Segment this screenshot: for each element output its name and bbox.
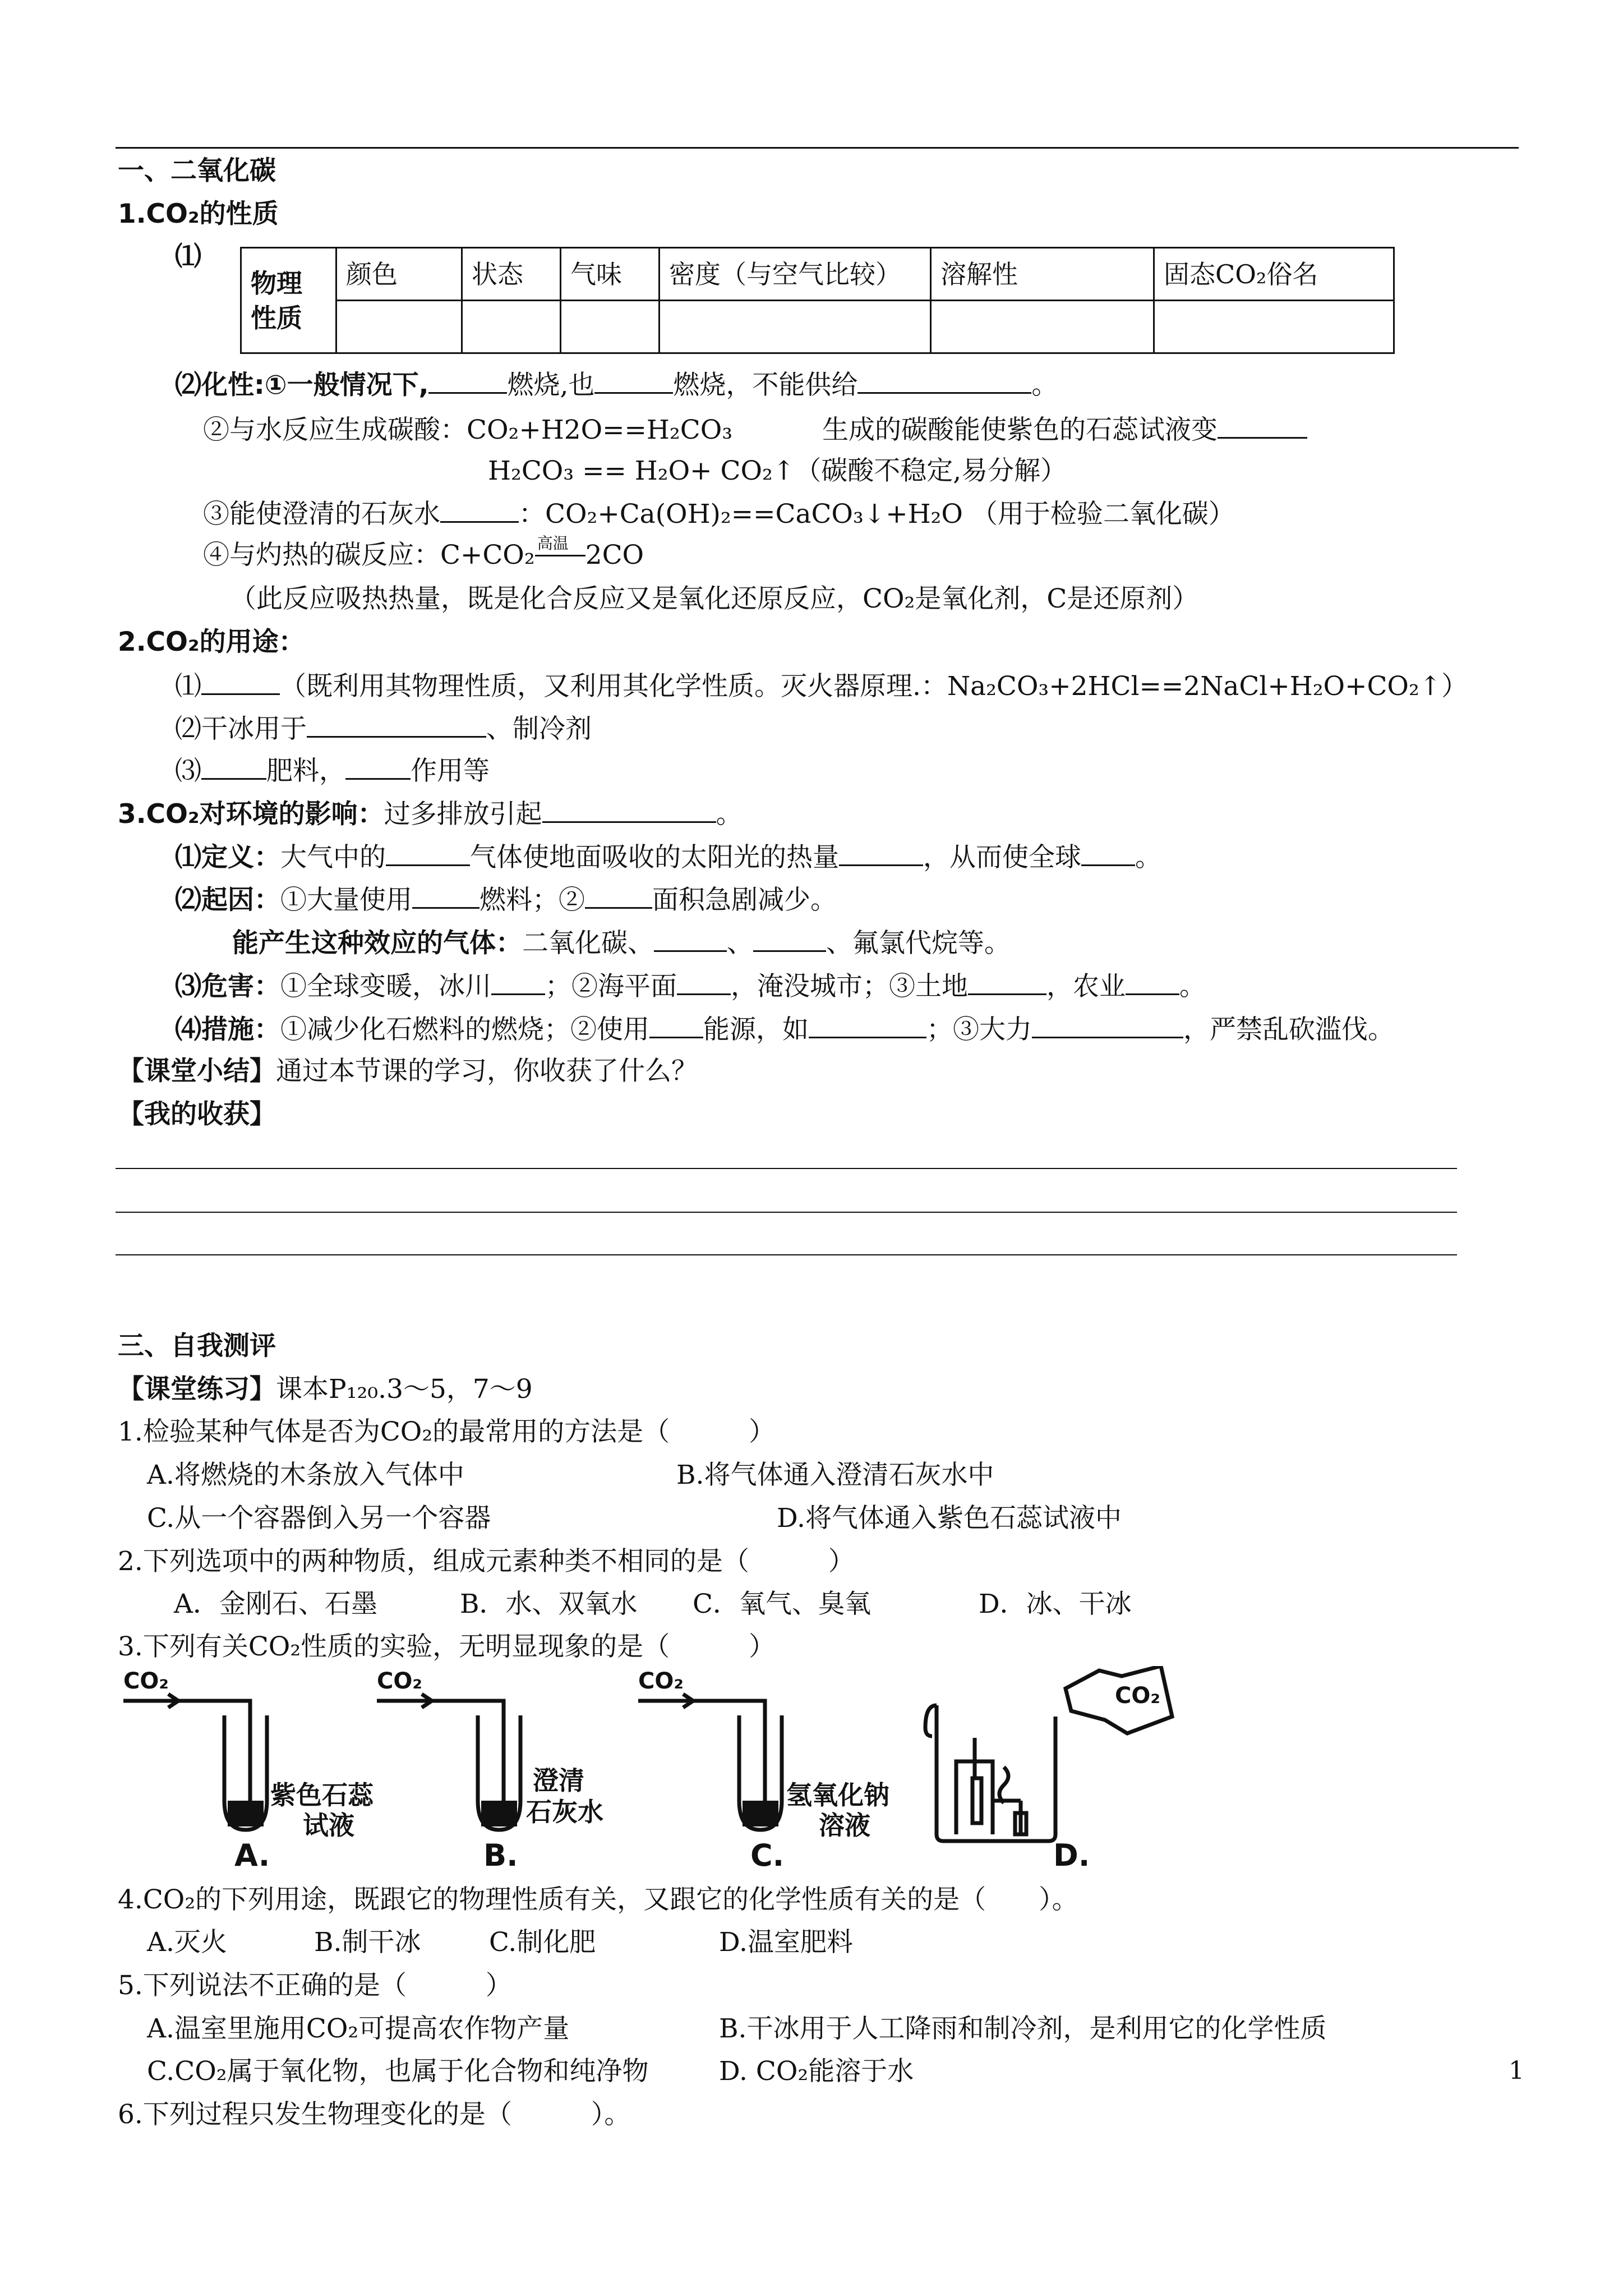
- text: 肥料，: [266, 756, 345, 786]
- text: ⑶危害：: [175, 971, 280, 1002]
- heading-co2-properties: 1.CO₂的性质: [118, 199, 279, 229]
- text: 。: [1031, 370, 1058, 401]
- text: ④与灼热的碳反应：C+CO₂: [203, 540, 535, 570]
- text: 气体使地面吸收的太阳光的热量: [470, 842, 839, 873]
- physical-properties-table: [240, 247, 1395, 354]
- text: ②与水反应生成碳酸：CO₂+H2O==H₂CO₃: [203, 415, 733, 445]
- text: 。: [1135, 842, 1161, 873]
- q1-option-c: C.从一个容器倒入另一个容器: [147, 1503, 491, 1534]
- q5-option-c: C.CO₂属于氧化物，也属于化合物和纯净物: [147, 2056, 649, 2087]
- text: ⑵起因：: [175, 885, 280, 915]
- text: 大气中的: [280, 842, 386, 873]
- use-fire-extinguishing: [175, 669, 1468, 703]
- label-b-line2: 石灰水: [526, 1797, 603, 1827]
- blank: [412, 882, 479, 909]
- question-6: 6.下列过程只发生物理变化的是（ ）。: [118, 2099, 631, 2130]
- carbon-reaction-line: [203, 534, 644, 572]
- table-cell: [462, 301, 561, 353]
- text: ⑴: [175, 671, 201, 702]
- greenhouse-definition: [175, 840, 1161, 875]
- use-dry-ice: [175, 711, 592, 746]
- q1-option-a: A.将燃烧的木条放入气体中: [147, 1460, 464, 1490]
- greenhouse-cause: [175, 882, 837, 917]
- my-gains-label: 【我的收获】: [118, 1099, 276, 1130]
- text: 燃烧,也: [507, 370, 595, 401]
- text: ⑶: [175, 756, 201, 786]
- text: 【课堂小结】: [118, 1056, 276, 1087]
- question-3: 3.下列有关CO₂性质的实验，无明显现象的是（ ）: [118, 1631, 776, 1662]
- text: ⑷措施：: [175, 1014, 280, 1045]
- text: 能产生这种效应的气体：: [232, 928, 522, 959]
- figure-label-d: D.: [1053, 1838, 1090, 1873]
- text: ：CO₂+Ca(OH)₂==CaCO₃↓+H₂O （用于检验二氧化碳）: [519, 499, 1235, 530]
- blank: [857, 367, 1031, 394]
- table-col-color: 颜色: [336, 248, 462, 301]
- item-number: ⑴: [175, 241, 201, 272]
- text: ⑴定义：: [175, 842, 280, 873]
- q4-option-d: D.温室肥料: [719, 1927, 853, 1958]
- carbonic-acid-decomposition: H₂CO₃ == H₂O+ CO₂↑（碳酸不稳定,易分解）: [488, 455, 1067, 486]
- text: ⑵干冰用于: [175, 714, 307, 744]
- question-4: 4.CO₂的下列用途，既跟它的物理性质有关，又跟它的化学性质有关的是（ ）。: [118, 1884, 1078, 1915]
- blank: [839, 840, 923, 866]
- section-title: 一、二氧化碳: [118, 155, 276, 186]
- blank: [1081, 840, 1135, 866]
- blank: [345, 753, 411, 780]
- blank: [386, 840, 470, 866]
- text: ③能使澄清的石灰水: [203, 499, 440, 530]
- blank: [649, 1012, 703, 1038]
- text: ，农业: [1046, 971, 1126, 1002]
- q2-option-d: D．冰、干冰: [979, 1589, 1132, 1619]
- table-col-density: 密度（与空气比较）: [660, 248, 931, 301]
- table-cell: [561, 301, 660, 353]
- blank: [307, 711, 486, 738]
- text: 能源，如: [703, 1014, 809, 1045]
- blank: [1126, 969, 1179, 995]
- text: 、氟氯代烷等。: [826, 928, 1011, 959]
- text: ⑵化性:①一般情况下,: [175, 370, 429, 401]
- blank: [809, 1012, 926, 1038]
- q5-option-d: D. CO₂能溶于水: [719, 2056, 914, 2087]
- question-2: 2.下列选项中的两种物质，组成元素种类不相同的是（ ）: [118, 1546, 855, 1577]
- heading-environment: [118, 797, 743, 831]
- table-cell: [931, 301, 1154, 353]
- text: ①全球变暖，冰川: [280, 971, 491, 1002]
- q4-option-b: B.制干冰: [314, 1927, 421, 1958]
- equation-bar: [535, 555, 585, 556]
- use-fertilizer: [175, 753, 490, 788]
- answer-line: [116, 1168, 1457, 1169]
- q5-option-b: B.干冰用于人工降雨和制冷剂，是利用它的化学性质: [719, 2013, 1327, 2044]
- co2-label-b: CO₂: [377, 1668, 422, 1694]
- text: ；③大力: [926, 1014, 1032, 1045]
- table-row-header: 物理性质: [241, 248, 336, 353]
- self-assessment-title: 三、自我测评: [118, 1331, 276, 1361]
- text: 二氧化碳、: [522, 928, 654, 959]
- experiment-figure-svg: [118, 1666, 1183, 1879]
- blank: [753, 926, 826, 952]
- blank: [491, 969, 545, 995]
- blank: [654, 926, 727, 952]
- q1-option-d: D.将气体通入紫色石蕊试液中: [777, 1503, 1122, 1534]
- blank: [201, 669, 280, 695]
- label-c-line1: 氢氧化钠: [786, 1780, 889, 1810]
- blank: [968, 969, 1046, 995]
- class-practice: [118, 1373, 533, 1406]
- experiment-figure: [118, 1666, 1183, 1879]
- heading-co2-uses: 2.CO₂的用途：: [118, 627, 305, 657]
- label-a-line2: 试液: [303, 1810, 354, 1841]
- figure-label-c: C.: [750, 1838, 785, 1873]
- condition-label: 高温: [537, 534, 569, 553]
- label-a-line1: 紫色石蕊: [270, 1780, 374, 1810]
- text: ，淹没城市；③土地: [731, 971, 968, 1002]
- question-5: 5.下列说法不正确的是（ ）: [118, 1970, 512, 2001]
- text: 过多排放引起: [384, 799, 542, 830]
- text: ，严禁乱砍滥伐。: [1183, 1014, 1394, 1045]
- text: 通过本节课的学习，你收获了什么？: [276, 1056, 698, 1087]
- answer-line: [116, 1212, 1457, 1213]
- q1-option-b: B.将气体通入澄清石灰水中: [676, 1460, 994, 1490]
- q2-option-b: B．水、双氧水: [460, 1589, 638, 1619]
- text: 、: [727, 928, 753, 959]
- blank: [428, 367, 507, 394]
- q2-option-c: C．氧气、臭氧: [693, 1589, 871, 1619]
- greenhouse-measures: [175, 1012, 1394, 1047]
- text: （既利用其物理性质，又利用其化学性质。灭火器原理.：Na₂CO₃+2HCl==2NaCl+H₂O+CO₂↑）: [280, 671, 1468, 702]
- greenhouse-harm: [175, 969, 1206, 1004]
- water-reaction-line: [203, 412, 1307, 447]
- text: 。: [716, 799, 743, 830]
- label-b-line1: 澄清: [533, 1765, 584, 1796]
- table-col-state: 状态: [462, 248, 561, 301]
- blank: [440, 496, 519, 523]
- carbon-reaction-note: （此反应吸热热量，既是化合反应又是氧化还原反应，CO₂是氧化剂，C是还原剂）: [230, 583, 1199, 614]
- q5-option-a: A.温室里施用CO₂可提高农作物产量: [147, 2013, 570, 2044]
- top-rule: [116, 147, 1519, 149]
- table-cell: [336, 301, 462, 353]
- q4-option-c: C.制化肥: [489, 1927, 596, 1958]
- blank: [585, 882, 652, 909]
- limewater-line: [203, 496, 1235, 531]
- text: ，从而使全球: [923, 842, 1081, 873]
- class-summary: [118, 1055, 698, 1088]
- blank: [542, 797, 716, 823]
- table-col-solubility: 溶解性: [931, 248, 1154, 301]
- text: 生成的碳酸能使紫色的石蕊试液变: [822, 415, 1218, 445]
- q4-option-a: A.灭火: [147, 1927, 227, 1958]
- text: 燃烧，不能供给: [673, 370, 858, 401]
- text: ；②海平面: [545, 971, 677, 1002]
- figure-label-a: A.: [234, 1838, 270, 1873]
- co2-label-c: CO₂: [638, 1668, 684, 1694]
- table-col-dry-ice-name: 固态CO₂俗名: [1154, 248, 1394, 301]
- table-cell: [1154, 301, 1394, 353]
- greenhouse-gases: [232, 926, 1011, 960]
- text: 3.CO₂对环境的影响：: [118, 799, 384, 830]
- figure-label-b: B.: [483, 1838, 518, 1873]
- text: 、制冷剂: [486, 714, 592, 744]
- co2-label-a: CO₂: [123, 1668, 169, 1694]
- co2-label-d: CO₂: [1115, 1683, 1160, 1709]
- blank: [594, 367, 673, 394]
- answer-line: [116, 1254, 1457, 1255]
- chemical-properties-line: [175, 367, 1058, 402]
- text: 。: [1179, 971, 1206, 1002]
- text: 2CO: [585, 540, 644, 570]
- blank: [1032, 1012, 1183, 1038]
- text: ①减少化石燃料的燃烧；②使用: [280, 1014, 649, 1045]
- text: 【课堂练习】: [118, 1374, 276, 1405]
- blank: [677, 969, 731, 995]
- label-c-line2: 溶液: [819, 1810, 870, 1841]
- text: ①大量使用: [280, 885, 412, 915]
- text: 课本P₁₂₀.3～5，7～9: [276, 1374, 533, 1405]
- blank: [1218, 412, 1307, 439]
- blank: [201, 753, 266, 780]
- text: 面积急剧减少。: [652, 885, 837, 915]
- table-col-odor: 气味: [561, 248, 660, 301]
- text: 燃料；②: [479, 885, 585, 915]
- page-number: 1: [1509, 2056, 1524, 2085]
- question-1: 1.检验某种气体是否为CO₂的最常用的方法是（ ）: [118, 1416, 776, 1447]
- q2-option-a: A．金刚石、石墨: [174, 1589, 377, 1619]
- text: 作用等: [411, 756, 490, 786]
- table-cell: [660, 301, 931, 353]
